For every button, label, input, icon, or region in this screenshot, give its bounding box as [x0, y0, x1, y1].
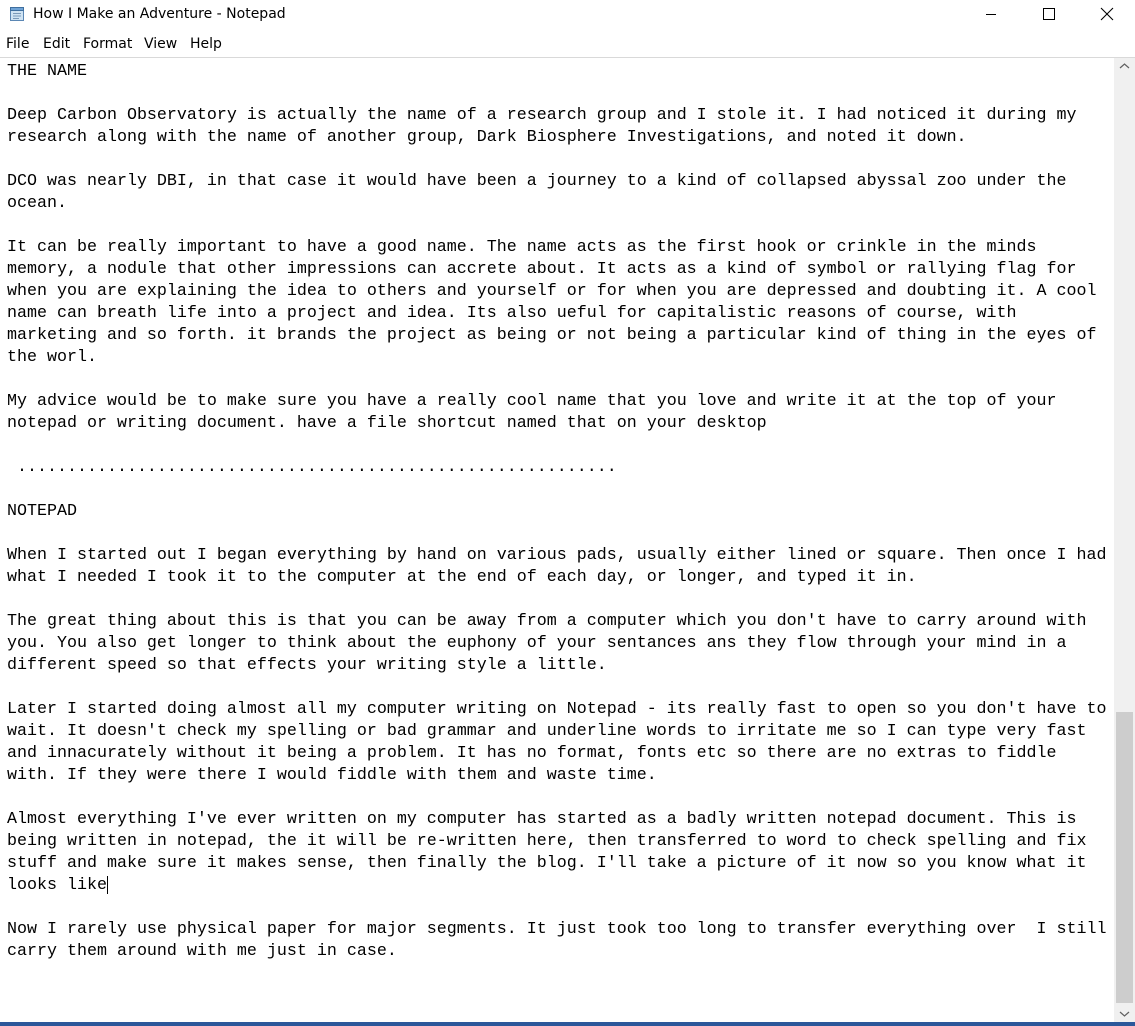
text-line [7, 897, 1107, 919]
scroll-thumb[interactable] [1116, 712, 1133, 1003]
text-line: marketing and so forth. it brands the project as being or not being a particular kind of thing in the eyes of [7, 326, 1097, 345]
scroll-up-button[interactable] [1114, 58, 1135, 75]
text-line [7, 479, 1107, 501]
text-line: memory, a nodule that other impressions can accrete about. It acts as a kind of symbol or rallying flag for [7, 260, 1077, 279]
title-bar[interactable] [0, 0, 1135, 30]
text-line [7, 787, 1107, 809]
text-line: ............................................................ [7, 458, 617, 477]
menu-edit[interactable]: Edit [43, 36, 71, 52]
window-title: How I Make an Adventure - Notepad [33, 6, 286, 22]
menu-file[interactable]: File [6, 36, 30, 52]
text-line: notepad or writing document. have a file shortcut named that on your desktop [7, 414, 767, 433]
text-line: and innacurately without it being a problem. It has no format, fonts etc so there are no extras to fiddle [7, 744, 1057, 763]
text-line: looks like [7, 876, 107, 895]
text-line: when you are explaining the idea to others and yourself or for when you are depressed and doubting it. A cool [7, 282, 1097, 301]
scroll-up-arrow-icon [1114, 58, 1135, 75]
minimize-icon [962, 0, 1020, 30]
text-line: The great thing about this is that you can be away from a computer which you don't have to carry around with [7, 612, 1087, 631]
text-line: When I started out I began everything by hand on various pads, usually either lined or square. Then once I had [7, 546, 1107, 565]
text-line [7, 677, 1107, 699]
text-line: DCO was nearly DBI, in that case it would have been a journey to a kind of collapsed abyssal zoo under the [7, 172, 1067, 191]
text-line: Almost everything I've ever written on my computer has started as a badly written notepad document. This is [7, 810, 1077, 829]
text-line: name can breath life into a project and idea. Its also ueful for capitalistic reasons of course, with [7, 304, 1017, 323]
close-button[interactable] [1077, 0, 1135, 30]
text-editor[interactable] [0, 58, 1114, 1022]
window-bottom-border [0, 1022, 1135, 1026]
notepad-icon[interactable] [9, 6, 26, 22]
text-line: carry them around with me just in case. [7, 942, 397, 961]
text-line: research along with the name of another group, Dark Biosphere Investigations, and noted it down. [7, 128, 967, 147]
text-line [7, 589, 1107, 611]
text-line [7, 369, 1107, 391]
text-line: different speed so that effects your writing style a little. [7, 656, 607, 675]
text-line: NOTEPAD [7, 502, 77, 521]
text-line: with. If they were there I would fiddle with them and waste time. [7, 766, 657, 785]
menu-bar [0, 34, 1135, 58]
vertical-scrollbar[interactable] [1114, 58, 1135, 1022]
scroll-down-arrow-icon [1114, 1005, 1135, 1022]
text-line: stuff and make sure it makes sense, then finally the blog. I'll take a picture of it now so you know what it [7, 854, 1087, 873]
minimize-button[interactable] [962, 0, 1020, 30]
document-text[interactable] [7, 61, 1107, 963]
close-icon [1077, 0, 1135, 30]
text-line: It can be really important to have a good name. The name acts as the first hook or crinkle in the minds [7, 238, 1037, 257]
text-line [7, 215, 1107, 237]
text-line: Now I rarely use physical paper for major segments. It just took too long to transfer everything over I still [7, 920, 1107, 939]
menu-format[interactable]: Format [83, 36, 133, 52]
text-line: Deep Carbon Observatory is actually the name of a research group and I stole it. I had noticed it during my [7, 106, 1077, 125]
text-caret [107, 876, 108, 894]
text-line: My advice would be to make sure you have a really cool name that you love and write it at the top of your [7, 392, 1057, 411]
text-line [7, 435, 1107, 457]
text-line: Later I started doing almost all my computer writing on Notepad - its really fast to open so you don't have to [7, 700, 1107, 719]
text-line: what I needed I took it to the computer at the end of each day, or longer, and typed it in. [7, 568, 917, 587]
scroll-down-button[interactable] [1114, 1005, 1135, 1022]
text-line [7, 149, 1107, 171]
maximize-icon [1020, 0, 1078, 30]
text-line: wait. It doesn't check my spelling or bad grammar and underline words to irritate me so I can type very fast [7, 722, 1087, 741]
text-line: ocean. [7, 194, 67, 213]
text-line: you. You also get longer to think about the euphony of your sentances ans they flow through your mind in a [7, 634, 1067, 653]
text-line [7, 83, 1107, 105]
menu-help[interactable]: Help [190, 36, 222, 52]
maximize-button[interactable] [1020, 0, 1078, 30]
text-line [7, 523, 1107, 545]
text-line: THE NAME [7, 62, 87, 81]
text-line: being written in notepad, the it will be re-written here, then transferred to word to check spelling and fix [7, 832, 1087, 851]
menu-view[interactable]: View [144, 36, 178, 52]
text-line: the worl. [7, 348, 97, 367]
